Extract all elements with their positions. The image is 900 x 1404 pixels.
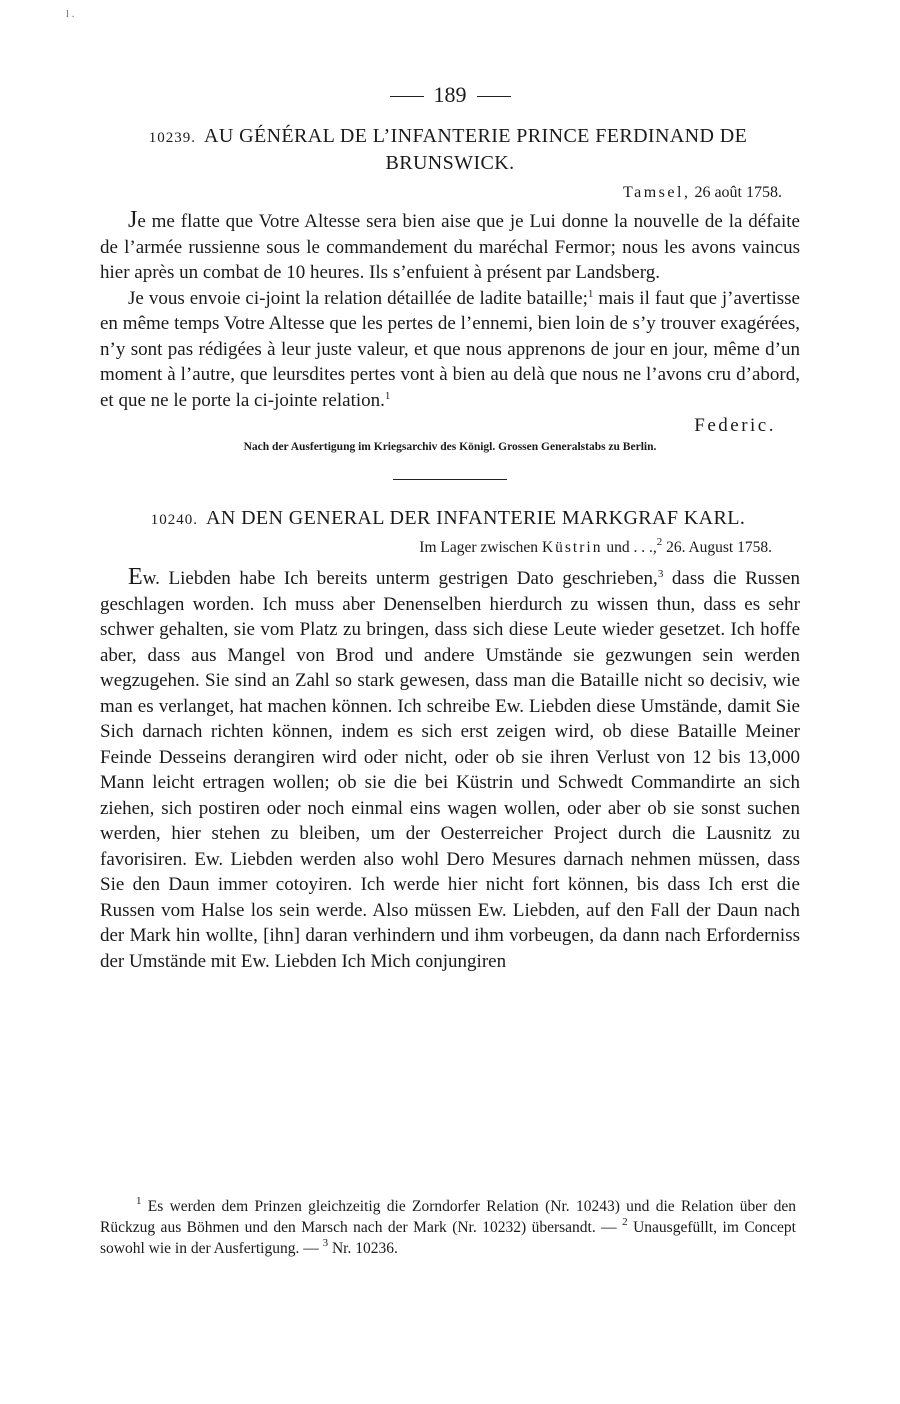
- footnote: [100, 1196, 796, 1259]
- footnote-ref: 2: [656, 536, 663, 548]
- letter-10239: [100, 124, 800, 453]
- source-note: Nach der Ausfertigung im Kriegsarchiv des Königl. Grossen Generalstabs zu Berlin.: [243, 441, 657, 453]
- footnote-ref: 1: [384, 389, 391, 402]
- paragraph-text: mais il faut que j’avertisse en même temps Votre Altesse que les pertes de l’ennemi, bien loin de s’y trouver exagérées, n’y sont pas rédigées à leur juste valeur, et que nous apprenons de jour en jour, même d’un moment à l’autre, que leursdites pertes vont à bien au delà que nous ne l’avons cru d’abord, et que ne le porte la ci-jointe relation.: [100, 287, 800, 411]
- page-body: [100, 82, 800, 974]
- footnote-text: Nr. 10236.: [328, 1240, 398, 1257]
- footnote-ref: 3: [657, 568, 664, 580]
- place: und . . .,: [602, 539, 657, 556]
- page-header: [100, 82, 800, 108]
- page-number: 189: [433, 82, 467, 107]
- footnote-number: 3: [322, 1237, 329, 1249]
- place: Im Lager zwischen: [419, 539, 542, 556]
- signature: Federic.: [694, 415, 776, 436]
- paragraph: Je me flatte que Votre Altesse sera bien aise que je Lui donne la nouvelle de la défaite de l’armée russienne sous le commandement du maréchal Fermor; nous les avons vaincus hier après un combat de 10 heures. Ils s’enfuient à présent par Landsberg.: [100, 207, 800, 283]
- dateline: [100, 184, 782, 202]
- letter-heading: [100, 506, 800, 533]
- footnote-text: Unausgefüllt, im Concept sowohl wie in der Ausfertigung. —: [100, 1219, 796, 1257]
- corner-mark: l .: [66, 8, 75, 20]
- footnote-ref: 1: [587, 287, 594, 300]
- paragraph: [100, 286, 800, 414]
- footnote-number: 2: [622, 1216, 628, 1228]
- letter-number: 10240.: [150, 512, 198, 528]
- paragraph: [100, 565, 800, 974]
- letter-title: AN DEN GENERAL DER INFANTERIE MARKGRAF KARL.: [205, 507, 746, 529]
- header-dash-right: [477, 96, 511, 97]
- place-name: Küstrin: [541, 539, 603, 556]
- footnote-text: Es werden dem Prinzen gleichzeitig die Zorndorfer Relation (Nr. 10243) und die Relation über den Rückzug aus Böhmen und den Marsch nach der Mark (Nr. 10232) übersandt. —: [100, 1198, 796, 1236]
- letter-number: 10239.: [148, 130, 197, 146]
- footnotes: [100, 1196, 796, 1259]
- date: 26. August 1758.: [662, 539, 772, 556]
- letter-heading: [100, 124, 800, 176]
- footnote-number: 1: [136, 1195, 142, 1207]
- paragraph-text: dass die Russen geschlagen worden. Ich muss aber Denenselben hierdurch zu wissen thun, dass es sehr schwer gehalten, sie vom Platz zu bringen, dass sich diese Leute wieder gesetzet. Ich hoffe aber, dass aus Mangel von Brod und andere Umstände sie gezwungen sein werden wegzugehen. Sie sind an Zahl so stark gewesen, dass man die Bataille nicht so decisiv, wie man es verlanget, hat machen können. Ich schreibe Ew. Liebden diese Umstände, damit Sie Sich darnach richten können, indem es sich erst zeigen wird, ob diese Bataille Meiner Feinde Desseins derangiren wird oder nicht, oder ob sie ihren Verlust von 12 bis 13,000 Mann leicht ertragen wollen; ob sie die bei Küstrin und Schwedt Commandirte an sich ziehen, sich postiren oder noch einmal eins wagen wollen, oder aber ob sie sonst suchen werden, hier stehen zu bleiben, um der Oesterreicher Project durch die Lausnitz zu favorisiren. Ew. Liebden werden also wohl Dero Mesures darnach nehmen müssen, dass Sie den Daun immer cotoyiren. Ich werde hier nicht fort können, bis dass Ich erst die Russen vom Halse los sein werde. Also müssen Ew. Liebden, auf den Fall der Daun nach der Mark hin wollte, [ihn] daran verhindern und ihm vorbeugen, da dann nach Erforderniss der Umstände mit Ew. Liebden Ich Mich conjungiren: [100, 568, 801, 972]
- dateline: [100, 536, 772, 557]
- place: Tamsel,: [622, 184, 691, 201]
- letter-title: AU GÉNÉRAL DE L’INFANTERIE PRINCE FERDINAND DE BRUNSWICK.: [204, 125, 748, 174]
- letter-10240: [100, 506, 800, 974]
- paragraph-text: Ew. Liebden habe Ich bereits unterm gestrigen Dato geschrieben,: [128, 564, 658, 590]
- header-dash-left: [390, 96, 424, 97]
- date: 26 août 1758.: [694, 184, 782, 201]
- paragraph-text: Je vous envoie ci-joint la relation détaillée de ladite bataille;: [128, 287, 588, 309]
- section-divider: [393, 479, 507, 480]
